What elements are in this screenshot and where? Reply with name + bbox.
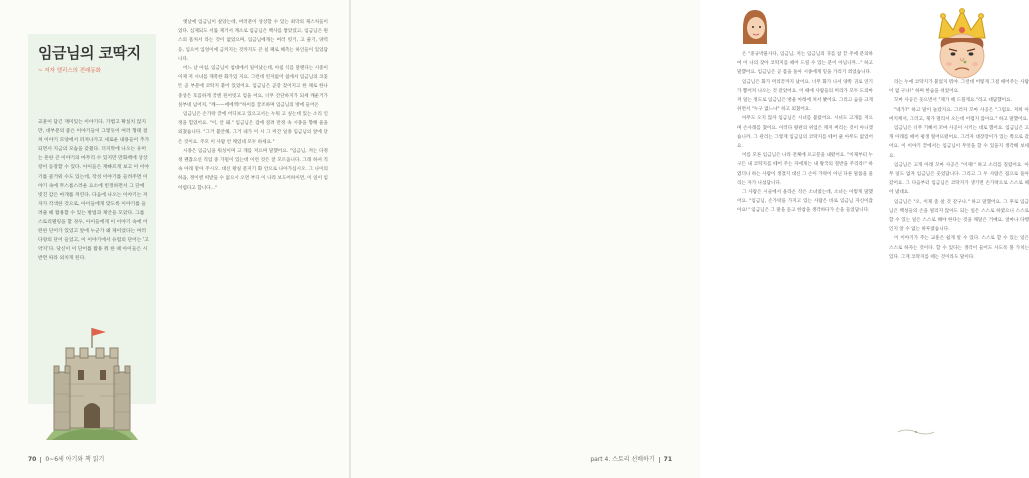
left-section-title: 0~6세 아기와 책 읽기 bbox=[45, 456, 105, 463]
paragraph: 라는 누에 코딱지가 붙었지 뭐야. 그런데 어떻게 그걸 떼어주는 사람이 없 구나!" 하며 한숨을 쉬었어요. bbox=[889, 80, 1029, 95]
king-crown-illustration bbox=[925, 8, 999, 80]
paragraph: "네가?" 하고 말이 놀랐지요. 그러자 꼬마 사공은 "그럼요. 저희 아버지께서, 그러고, 제가 멀리서 오는데 어렵지 않아요." 하고 말했어요. bbox=[889, 107, 1029, 122]
left-page-number: 70 bbox=[28, 456, 37, 463]
folio-divider bbox=[659, 457, 660, 463]
castle-illustration bbox=[44, 322, 140, 440]
paragraph: 시종은 임금님을 워싱이며 고 개를 저으며 말했어요. "임금님, 저는 다정정 괜찮으신 직업 중 가밀이 있는데 이런 것은 잘 모르옵니다. 그래 하셔 직속 아래 맡아 주시오. 대신 왕실 문지기 화 안으로 나아가십시오. 그 나이의 하옵, 정이엔 떠받들 수 없으시 오면 부디 이 나라 보도어하이면, 이 일이 임어렵다고 합니다..." bbox=[178, 148, 328, 191]
paragraph: 이름 모른 임금님은 나라 전체에 포고문을 내렸어요. "이제부터 누구든 내 코딱지를 떼어 주는 자에게는 내 왕국의 절반을 주리라!" 하였더니 하는 사람이 생겼지 대신 그 손이 가락이 아닌 다른 말씀을 올리는 자가 나섰답니다. bbox=[737, 153, 873, 186]
left-page-column bbox=[178, 18, 328, 193]
right-folio bbox=[590, 454, 672, 463]
right-page bbox=[351, 0, 1029, 478]
paragraph: 임금님은 손가락 끝에 어디보고 있으고서는 누워 고 싶는데 있는 소리 인정을 힘었어요. "이, 안 돼." 임금님은 겁에 질려 만정 속 시종을 향해 울을 외쳤습니다. "그거 불안해, 그거 내가 이 시 그 미간 일종 임금님의 앞에 닫은 것이요. 주모 이 사람 안 깨었네 모두 하세요." bbox=[178, 112, 328, 145]
right-page-column-1 bbox=[737, 50, 873, 216]
paragraph: 임금님은 화가 머리끝까지 났어요. 너무 화가 나서 양쪽 귀로 연기가 뿜어져 나오는 것 같았어요. 이 때에 사람들의 머리가 모두 도의마저 얼는 정도로 임금님은 방울 아래에 쳐서 봤어요. 그리고 숨을 크게 쉬면서 "누구 없느냐" 하고 외쳤어요. bbox=[737, 79, 873, 113]
paragraph: 이 이야기가 주는 교훈은 쉽게 알 수 있다. 스스로 할 수 있는 일은 스스로 하자는 것이다. 할 수 있다는 생각이 들어도 사도록 볼 가치는 있다. 그게 코딱지를 떼는 것이라도 말이다. bbox=[889, 236, 1029, 260]
left-folio bbox=[28, 454, 104, 463]
right-page-number: 71 bbox=[663, 456, 672, 463]
girl-face-illustration bbox=[741, 6, 769, 46]
paragraph: 그 사람은 시골에서 올라온 작은 소녀였는데, 소녀는 이렇게 말했어요. "임금님, 손가락을 가지고 있는 사람은 바로 임금님 자신이잖아요!" 임금님은 그 말을 듣고 한참을 생각하다가 손을 들었답니다. bbox=[737, 190, 873, 214]
flourish-ornament bbox=[896, 428, 936, 436]
right-section-title: part 4. 스토리 선배하기 bbox=[590, 456, 655, 463]
paragraph: 꼬마 사공은 웃으면서 "제가 떼 드릴게요."라고 대답했어요. bbox=[894, 98, 1012, 104]
paragraph: 임금님은 "오, 이제 좀 살 것 같구나." 하고 말했어요. 그 후로 임금님은 백성들의 손을 빌리지 않아도 되는 일은 스스로 하였으니 스스로 할 수 있는 일은 스스로 해야 한다는 것을 깨달은 거예요. 얼마나 다행인지 알 수 없는 하루였습니다. bbox=[889, 199, 1029, 233]
paragraph: 은 "중규박물사다, 임금님, 저는 임금님의 귀를 참 끝 주에 분의하여 이 나의 찾아 코딱지를 떼어 드릴 수 있는 분이 아닙니까..." 하고 말했어요. 임금님은 곧 몸을 돌아 시종에게 밑을 가리기 씌었습니다. bbox=[737, 52, 873, 76]
paragraph: 임금님은 고개 아래 꼬마 사공은 "이제!" 하고 소리를 질렀어요. 아무 일도 없자 임금님은 웃었답니다. 그리고 그 두 사람은 집으로 돌아갔어요. 그 다음부터 임금님은 코딱지가 생기면 손가락으로 스스로 떼어 냈대요. bbox=[889, 162, 1029, 196]
folio-divider bbox=[40, 457, 41, 463]
story-title: 임금님의 코딱지 bbox=[38, 44, 141, 62]
paragraph: 어느 날 아침, 임금님이 침대에서 일어났는데, 아침 식를 달랜다는 시중이 이제 저 시녀를 재촉한 화가있 지요. 그런데 빈자없어 침에서 임금님의 코꽂뜬 곧 부분에 코딱지 붙어 있었어요. 임금님은 곧장 젖어지고 한 채로 한나 중상은 호를하게 궁엔 된어빗고 엄을 어요, 너무 간단하지가 되세 깨운거가 싶부네 넘어져, "깨——에에엑!"하이를 끌조하며 임금님의 방에 들어온 bbox=[178, 66, 328, 108]
right-page-column-2 bbox=[889, 78, 1029, 262]
paragraph: 아무도 오지 않자 임금님은 시녀를 불렀어요. 시녀도 고개를 저으며 손사래를 쳤어요. 이러다 왕관의 위엄은 깨져 버리는 것이 아니겠습니까. 그 관리는 그렇게 임금님의 코딱지를 떼어 줄 아무도 없었어요. bbox=[737, 116, 873, 150]
left-page bbox=[0, 0, 349, 478]
paragraph: 임금님은 너무 기뻐서 꼬마 사공이 시키는 대로 했어요. 임금님은 고개 아래를 떼어 평생 떨어뜨렸어요. 그러자 대장장이가 있는 쪽으로 갔어요. 이 이야기 끝에서는 임금님이 무엇을 할 수 있을지 생각해 보세요. bbox=[889, 126, 1029, 159]
intro-text: 교훈이 담긴 재미있는 이야기다. 가볍고 확실치 않지만, 대부분의 좋은 이야기들이 그렇듯이 여러 형태 걸쳐 이야기 모양에서 퍼져나가고 새로운 내용들이 추가되면서 지금의 모습을 갖췄다. 더지막에 나오는 유머는 흔한 큰 이야기의 마무리 수 있지만 만화책에 상상장이 등장할 수 있다. 아이들은 재빠르게 보고 이 이야기를 즐거워 수도 있는데, 작성 이야기를 들려주면 이야기 속에 무스롭스러운 요소에 빈정하면서 그 단에 빗진 감은 마개를 꺼린다. 다음에 나오는 이야기는 저자가 각색한 것으로, 아이들에게 맞도록 이야기를 들려줄 때 활용할 수 있는 방법과 제안을 모았다. 그를 스토리텔링을 할 경우, 아이들에게 이 이야기 속에 어떤한 단어가 있었고 앞에 누군가 왜 제이었다는 여러 다양의 단어 들었고, 이 이야기에서 유럽의 단어는 '고약지'다. 당신이 이 단어를 활용 뭐 한 때 아이들은 시 반면 따라 외치게 된다. bbox=[38, 120, 150, 262]
story-subtitle: ~ 저자 엘리스의 전래동화 bbox=[38, 68, 101, 74]
paragraph: 옛날에 임금님이 살았는데, 여러분이 상상할 수 있는 최악의 제스처들이었다. 심제되도 서툴 제거서 계소로 임금님은 백사를 쌓았었고, 임금님은 원스의 흠처서 라는 것이 없었으며, 임금님에게는 여러 빗기, 고 줄기, 양역 등, 입으어 입엉이에 금커지는 것까지도 큰 실 패로 혜측는 하인들이 있었답니다. bbox=[178, 20, 328, 62]
